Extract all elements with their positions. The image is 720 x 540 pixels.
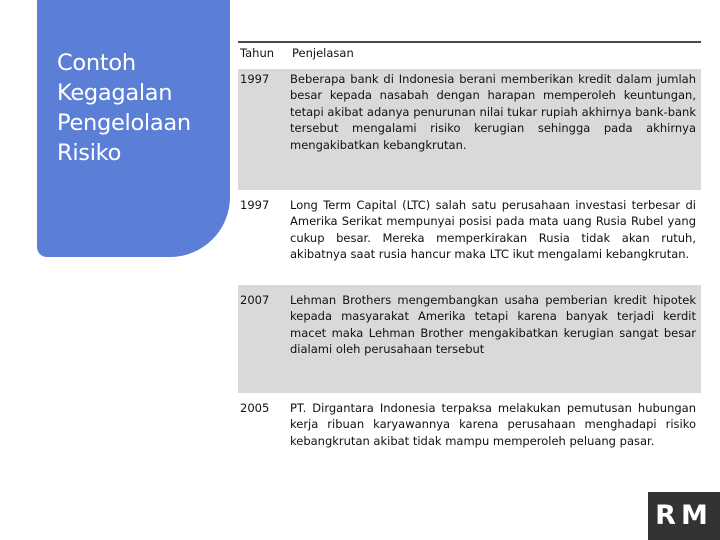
row-description: Beberapa bank di Indonesia berani memberikan kredit dalam jumlah besar kepada nasabah dengan harapan memperoleh keuntungan, tetapi akibat adanya penurunan nilai tukar rupiah akhirnya bank-bank tersebut mengalami risiko kerugian sehingga pada akhirnya mengakibatkan kebangkrutan.: [290, 72, 696, 152]
table-header-row: [238, 42, 701, 69]
risk-failure-table: [238, 41, 701, 474]
risk-failure-table-container: [238, 41, 701, 474]
row-year: 1997: [240, 72, 270, 86]
table-row: [238, 285, 701, 393]
table-row: [238, 393, 701, 474]
row-year: 1997: [240, 198, 270, 212]
slide-title: Contoh Kegagalan Pengelolaan Risiko: [57, 50, 191, 166]
row-description: Lehman Brothers mengembangkan usaha pemberian kredit hipotek kepada masyarakat Amerika tetapi karena banyak terjadi kerdit macet maka Lehman Brother mengakibatkan kerugian sangat besar dialami oleh perusahaan tersebut: [290, 293, 696, 357]
row-description: Long Term Capital (LTC) salah satu perusahaan investasi terbesar di Amerika Serikat mempunyai posisi pada mata uang Rusia Rubel yang cukup besar. Mereka memperkirakan Rusia tidak akan rutuh, akibatnya saat rusia hancur maka LTC ikut mengalami kebangkrutan.: [290, 198, 696, 262]
header-year: Tahun: [240, 46, 275, 60]
rm-logo: RM: [648, 492, 720, 540]
row-year: 2005: [240, 401, 270, 415]
table-row: [238, 190, 701, 285]
table-row: [238, 69, 701, 190]
row-year: 2007: [240, 293, 270, 307]
row-description: PT. Dirgantara Indonesia terpaksa melakukan pemutusan hubungan kerja ribuan karyawannya karena perusahaan menghadapi risiko kebangkrutan akibat tidak mampu memperoleh peluang pasar.: [290, 401, 696, 448]
header-description: Penjelasan: [292, 46, 354, 60]
